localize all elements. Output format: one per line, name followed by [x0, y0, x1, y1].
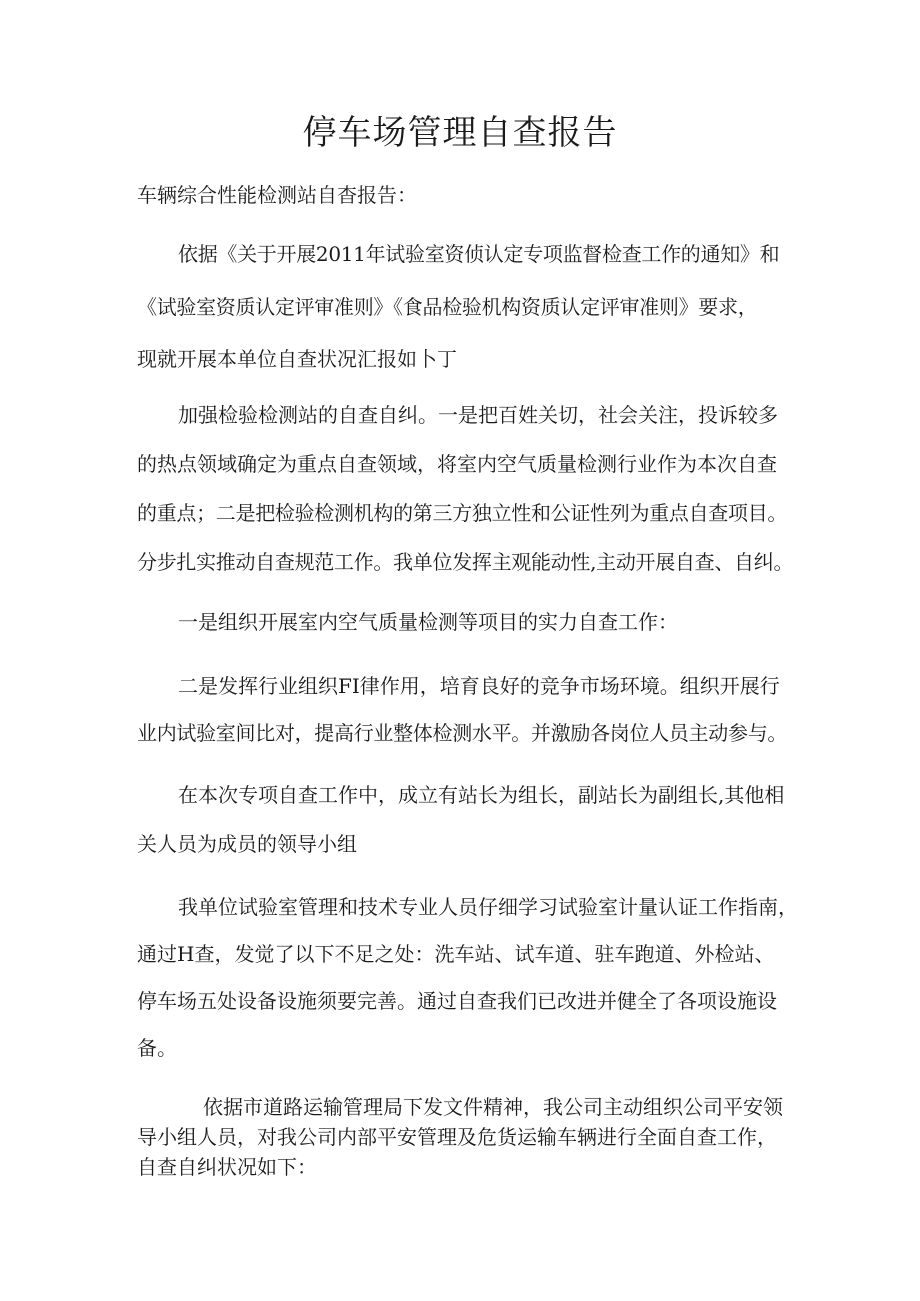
paragraph-line: 停车场五处设备设施须要完善。通过自查我们已改进并健全了各项设施设 — [137, 989, 777, 1013]
paragraph-line: 在本次专项自查工作中，成立有站长为组长，副站长为副组长,其他相 — [178, 783, 785, 807]
paragraph-line: 备。 — [137, 1036, 177, 1060]
greeting-line: 车辆综合性能检测站自杳报告： — [137, 183, 417, 207]
paragraph-line: 的重点；二是把检验检测机构的第三方独立性和公证性列为重点自查项目。 — [137, 501, 788, 525]
paragraph-line: 通过H查，发觉了以下不足之处：洗车站、试车道、驻车跑道、外检站、 — [137, 942, 775, 966]
paragraph-line: 现就开展本单位自查状况汇报如卜丁 — [137, 347, 457, 371]
paragraph-line: 依据《关于开展2011年试验室资侦认定专项监督检查工作的通知》和 — [178, 242, 780, 266]
paragraph-line: 关人员为成员的领导小组 — [137, 832, 357, 856]
paragraph-line: 《试验室资质认定评审准则》《食品检验机构资质认定评审准则》要求， — [137, 295, 758, 319]
paragraph-line: 业内试验室间比对，提高行业整体检测水平。并激励各岗位人员主动参与。 — [137, 721, 788, 745]
document-title: 停车场管理自查报告 — [302, 113, 618, 153]
paragraph-line: 我单位试验室管理和技术专业人员仔细学习试验室计量认证工作指南， — [178, 895, 798, 919]
paragraph-line: 分步扎实推动自查规范工作。我单位发挥主观能动性,主动开展自查、自纠。 — [137, 550, 794, 574]
paragraph-line: 加强检验检测站的自查自纠。一是把百姓关切，社会关注，投诉较多 — [178, 403, 778, 427]
paragraph-line: 二是发挥行业组织FI律作用，培育良好的竞争市场环境。组织开展行 — [178, 674, 780, 698]
paragraph-line: 的热点领域确定为重点自查领域，将室内空气质量检测行业作为本次自查 — [137, 452, 777, 476]
paragraph-line: 依据市道路运输管理局下发文件精神，我公司主动组织公司平安领 — [203, 1095, 783, 1119]
paragraph-line: 一是组织开展室内空气质量检测等项目的实力自查工作： — [178, 610, 678, 634]
paragraph-line: 导小组人员，对我公司内部平安管理及危货运输车辆进行全面自查工作， — [137, 1125, 777, 1149]
paragraph-line: 自查自纠状况如下： — [137, 1155, 317, 1179]
